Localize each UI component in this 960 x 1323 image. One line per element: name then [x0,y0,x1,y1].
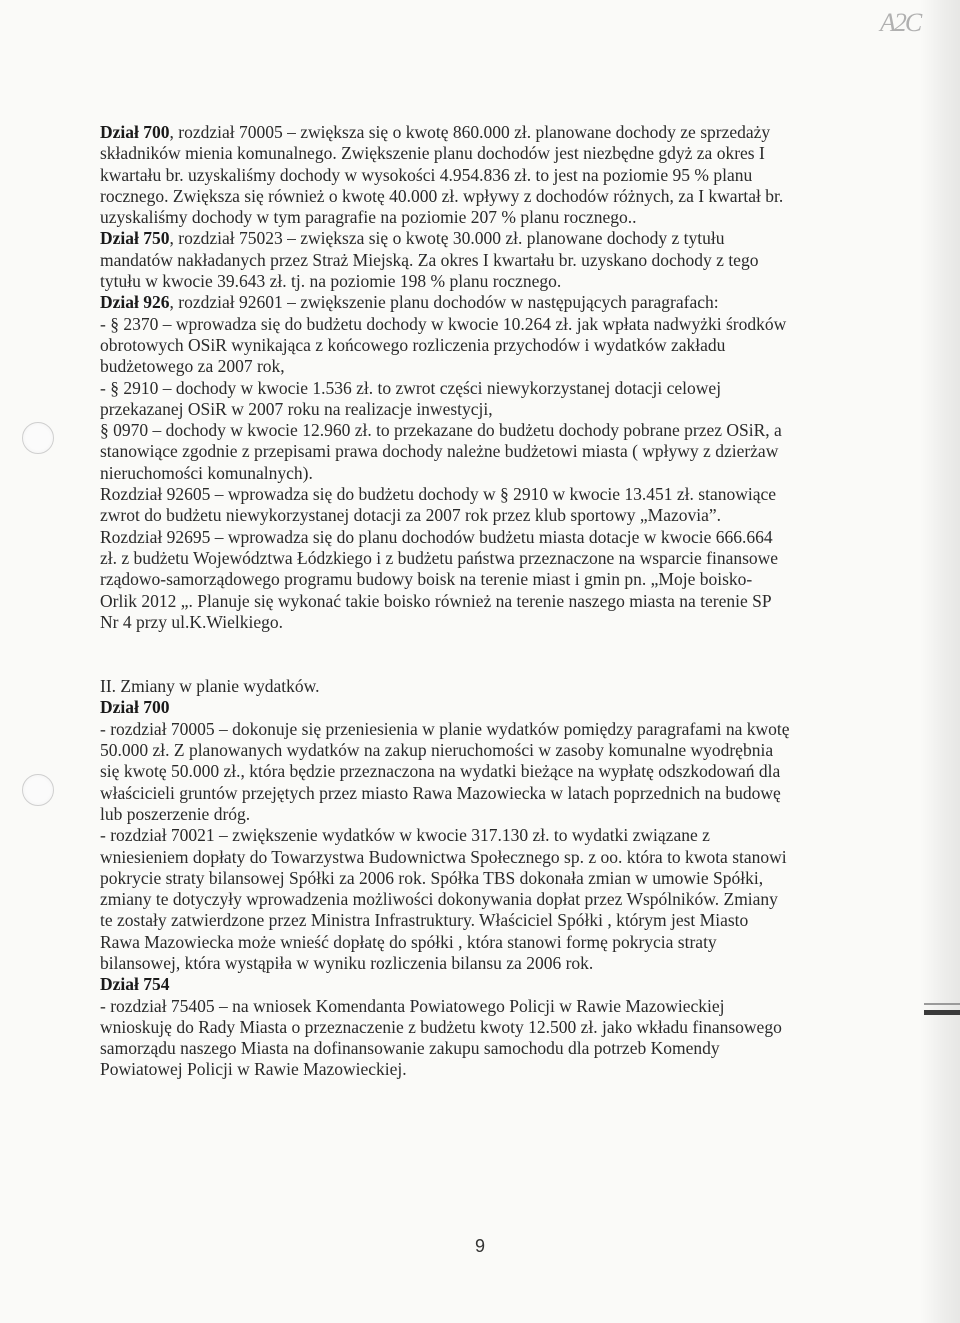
section-heading: Dział 700 [100,697,170,718]
paragraph-heading-754 [100,974,790,995]
handwritten-corner-mark: A2C [880,8,921,37]
section-heading: Dział 754 [100,974,170,995]
paragraph-75405: - rozdział 75405 – na wniosek Komendanta Powiatowego Policji w Rawie Mazowieckiej wnioskuję do Rady Miasta o przeznaczenie z budżetu kwoty 12.500 zł. jako wkładu finansowego samorządu naszego Miasta na dofinansowanie zakupu samochodu dla potrzeb Komendy Powiatowej Policji w Rawie Mazowieckiej. [100,995,782,1080]
paragraph-70005: - rozdział 70005 – dokonuje się przeniesienia w planie wydatków pomiędzy paragrafami na kwotę 50.000 zł. Z planowanych wydatków na zakup nieruchomości w zasoby komunalne wyodrębnia się kwotę 50.000 zł., która będzie przeznaczona na wydatki bieżące na wypłatę odszkodowań dla właścicieli gruntów przejętych przez miasto Rawa Mazowiecka w latach poprzednich na budowę lub poszerzenie dróg. [100,718,790,824]
paragraph-dzial-926 [100,292,790,313]
paragraph-text: , rozdział 92601 – zwiększenie planu dochodów w następujących paragrafach: [169,292,719,313]
section-heading: Dział 926 [100,292,170,313]
expenses-heading: II. Zmiany w planie wydatków. [100,676,320,697]
section-heading: Dział 750 [100,228,170,249]
paragraph-text: , rozdział 75023 – zwiększa się o kwotę 30.000 zł. planowane dochody z tytułu mandatów nakładanych przez Straż Miejską. Za okres I kwartału br. uzyskano dochody z tego tytułu w kwocie 39.643 zł. tj. na poziomie 198 % planu rocznego. [100,228,759,292]
page-number: 9 [474,1236,485,1256]
paragraph-92605: Rozdział 92605 – wprowadza się do budżetu dochody w § 2910 w kwocie 13.451 zł. stanowiące zwrot do budżetu niewykorzystanej dotacji za 2007 rok przez klub sportowy „Mazovia”. [100,484,777,526]
scan-edge-shadow [920,0,960,1323]
document-body [100,122,790,1081]
section-gap [100,633,790,676]
paragraph-2370: - § 2370 – wprowadza się do budżetu dochody w kwocie 10.264 zł. jak wpłata nadwyżki środków obrotowych OSiR wynikająca z końcowego rozliczenia przychodów i wydatków zakładu budżetowego za 2007 rok, [100,313,787,377]
scan-edge-line [924,1003,960,1005]
paragraph-text: , rozdział 70005 – zwiększa się o kwotę 860.000 zł. planowane dochody ze sprzedaży składników mienia komunalnego. Zwiększenie planu dochodów jest niezbędne gdyż za okres I kwartału br. uzyskaliśmy dochody w wysokości 4.954.836 zł. to jest na poziomie 95 % planu rocznego. Zwiększa się również o kwotę 40.000 zł. wpływy z dochodów różnych, za I kwartał br. uzyskaliśmy dochody w tym paragrafie na poziomie 207 % planu rocznego.. [100,122,784,228]
paragraph-dzial-700 [100,122,790,228]
paragraph-2910: - § 2910 – dochody w kwocie 1.536 zł. to zwrot części niewykorzystanej dotacji celowej przekazanej OSiR w 2007 roku na realizacje inwestycji, [100,377,722,419]
scan-edge-bar [924,1010,960,1015]
punch-hole [22,774,54,806]
paragraph-dzial-750 [100,228,790,292]
paragraph-92695: Rozdział 92695 – wprowadza się do planu dochodów budżetu miasta dotacje w kwocie 666.664 zł. z budżetu Województwa Łódzkiego i z budżetu państwa przeznaczone na wsparcie finansowe rządowo-samorządowego programu budowy boisk na terenie miast i gmin pn. „Moje boisko- Orlik 2012 „. Planuje się wykonać takie boisko również na terenie naszego miasta na terenie SP Nr 4 przy ul.K.Wielkiego. [100,526,779,632]
paragraph-70021: - rozdział 70021 – zwiększenie wydatków w kwocie 317.130 zł. to wydatki związane z wniesieniem dopłaty do Towarzystwa Budownictwa Społecznego sp. z oo. która to kwota stanowi pokrycie straty bilansowej Spółki za 2006 rok. Spółka TBS dokonała zmian w umowie Spółki, zmiany te dotyczyły wprowadzenia możliwości dokonywania dopłat przez Wspólników. Zmiany te zostały zatwierdzone przez Ministra Infrastruktury. Właściciel Spółki , którym jest Miasto Rawa Mazowiecka może wnieść dopłatę do spółki , która stanowi formę pokrycia straty bilansowej, która wystąpiła w wyniku rozliczenia bilansu za 2006 rok. [100,825,787,973]
paragraph-heading-700 [100,697,790,718]
section-heading: Dział 700 [100,122,170,142]
paragraph-0970: § 0970 – dochody w kwocie 12.960 zł. to przekazane do budżetu dochody pobrane przez OSiR, a stanowiące zgodnie z przepisami prawa dochody należne budżetowi miasta ( wpływy z dzierżaw nieruchomości komunalnych). [100,420,782,483]
punch-hole [22,422,54,454]
